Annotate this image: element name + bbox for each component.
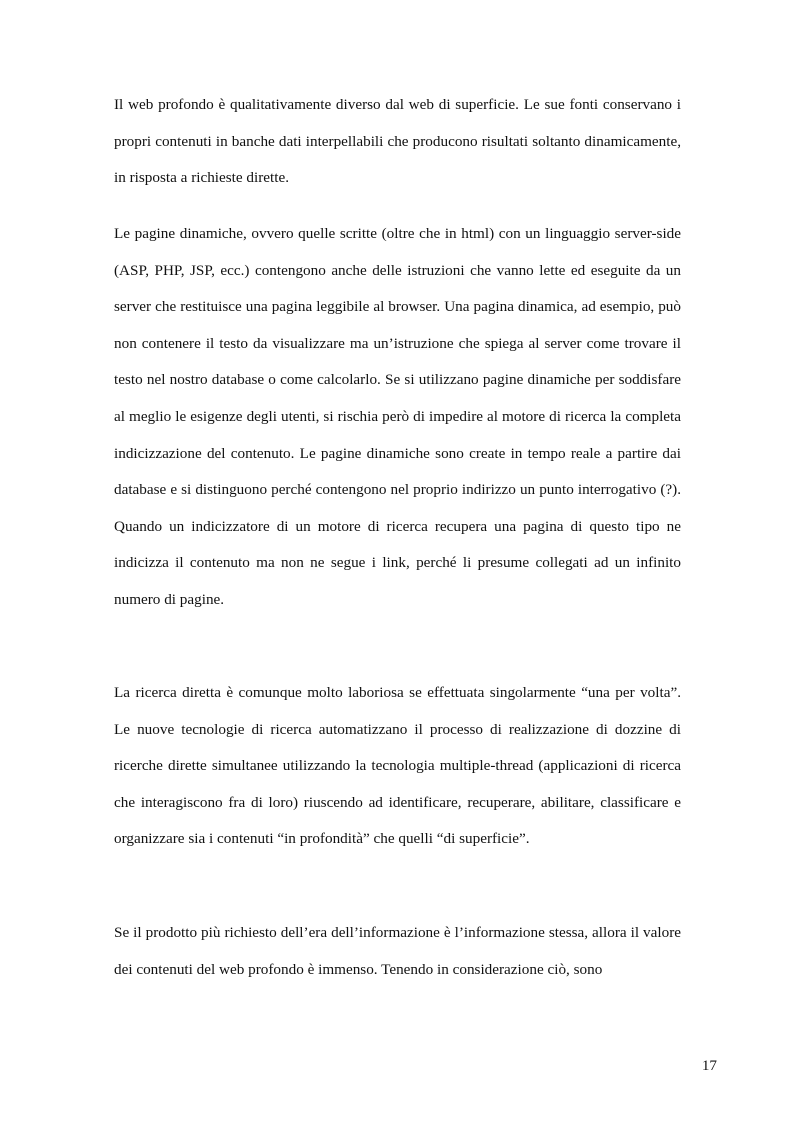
body-paragraph-2: Le pagine dinamiche, ovvero quelle scritte (oltre che in html) con un linguaggio server-side (ASP, PHP, JSP, ecc.) contengono anche delle istruzioni che vanno lette ed eseguite da un server che restituisce una pagina leggibile al browser. Una pagina dinamica, ad esempio, può non contenere il testo da visualizzare ma un’istruzione che spiega al server come trovare il testo nel nostro database o come calcolarlo. Se si utilizzano pagine dinamiche per soddisfare al meglio le esigenze degli utenti, si rischia però di impedire al motore di ricerca la completa indicizzazione del contenuto. Le pagine dinamiche sono create in tempo reale a partire dai database e si distinguono perché contengono nel proprio indirizzo un punto interrogativo (?). Quando un indicizzatore di un motore di ricerca recupera una pagina di questo tipo ne indicizza il contenuto ma non ne segue i link, perché li presume collegati ad un infinito numero di pagine. <box>114 225 681 608</box>
body-paragraph-4: Se il prodotto più richiesto dell’era dell’informazione è l’informazione stessa, allora il valore dei contenuti del web profondo è immenso. Tenendo in considerazione ciò, sono <box>114 924 681 978</box>
body-paragraph-3: La ricerca diretta è comunque molto laboriosa se effettuata singolarmente “una per volta”. Le nuove tecnologie di ricerca automatizzano il processo di realizzazione di dozzine di ricerche dirette simultanee utilizzando la tecnologia multiple-thread (applicazioni di ricerca che interagiscono fra di loro) riuscendo ad identificare, recuperare, abilitare, classificare e organizzare sia i contenuti “in profondità” che quelli “di superficie”. <box>114 684 681 848</box>
page-number: 17 <box>701 1057 717 1074</box>
body-paragraph-1: Il web profondo è qualitativamente diverso dal web di superficie. Le sue fonti conservano i propri contenuti in banche dati interpellabili che producono risultati soltanto dinamicamente, in risposta a richieste dirette. <box>114 96 681 187</box>
